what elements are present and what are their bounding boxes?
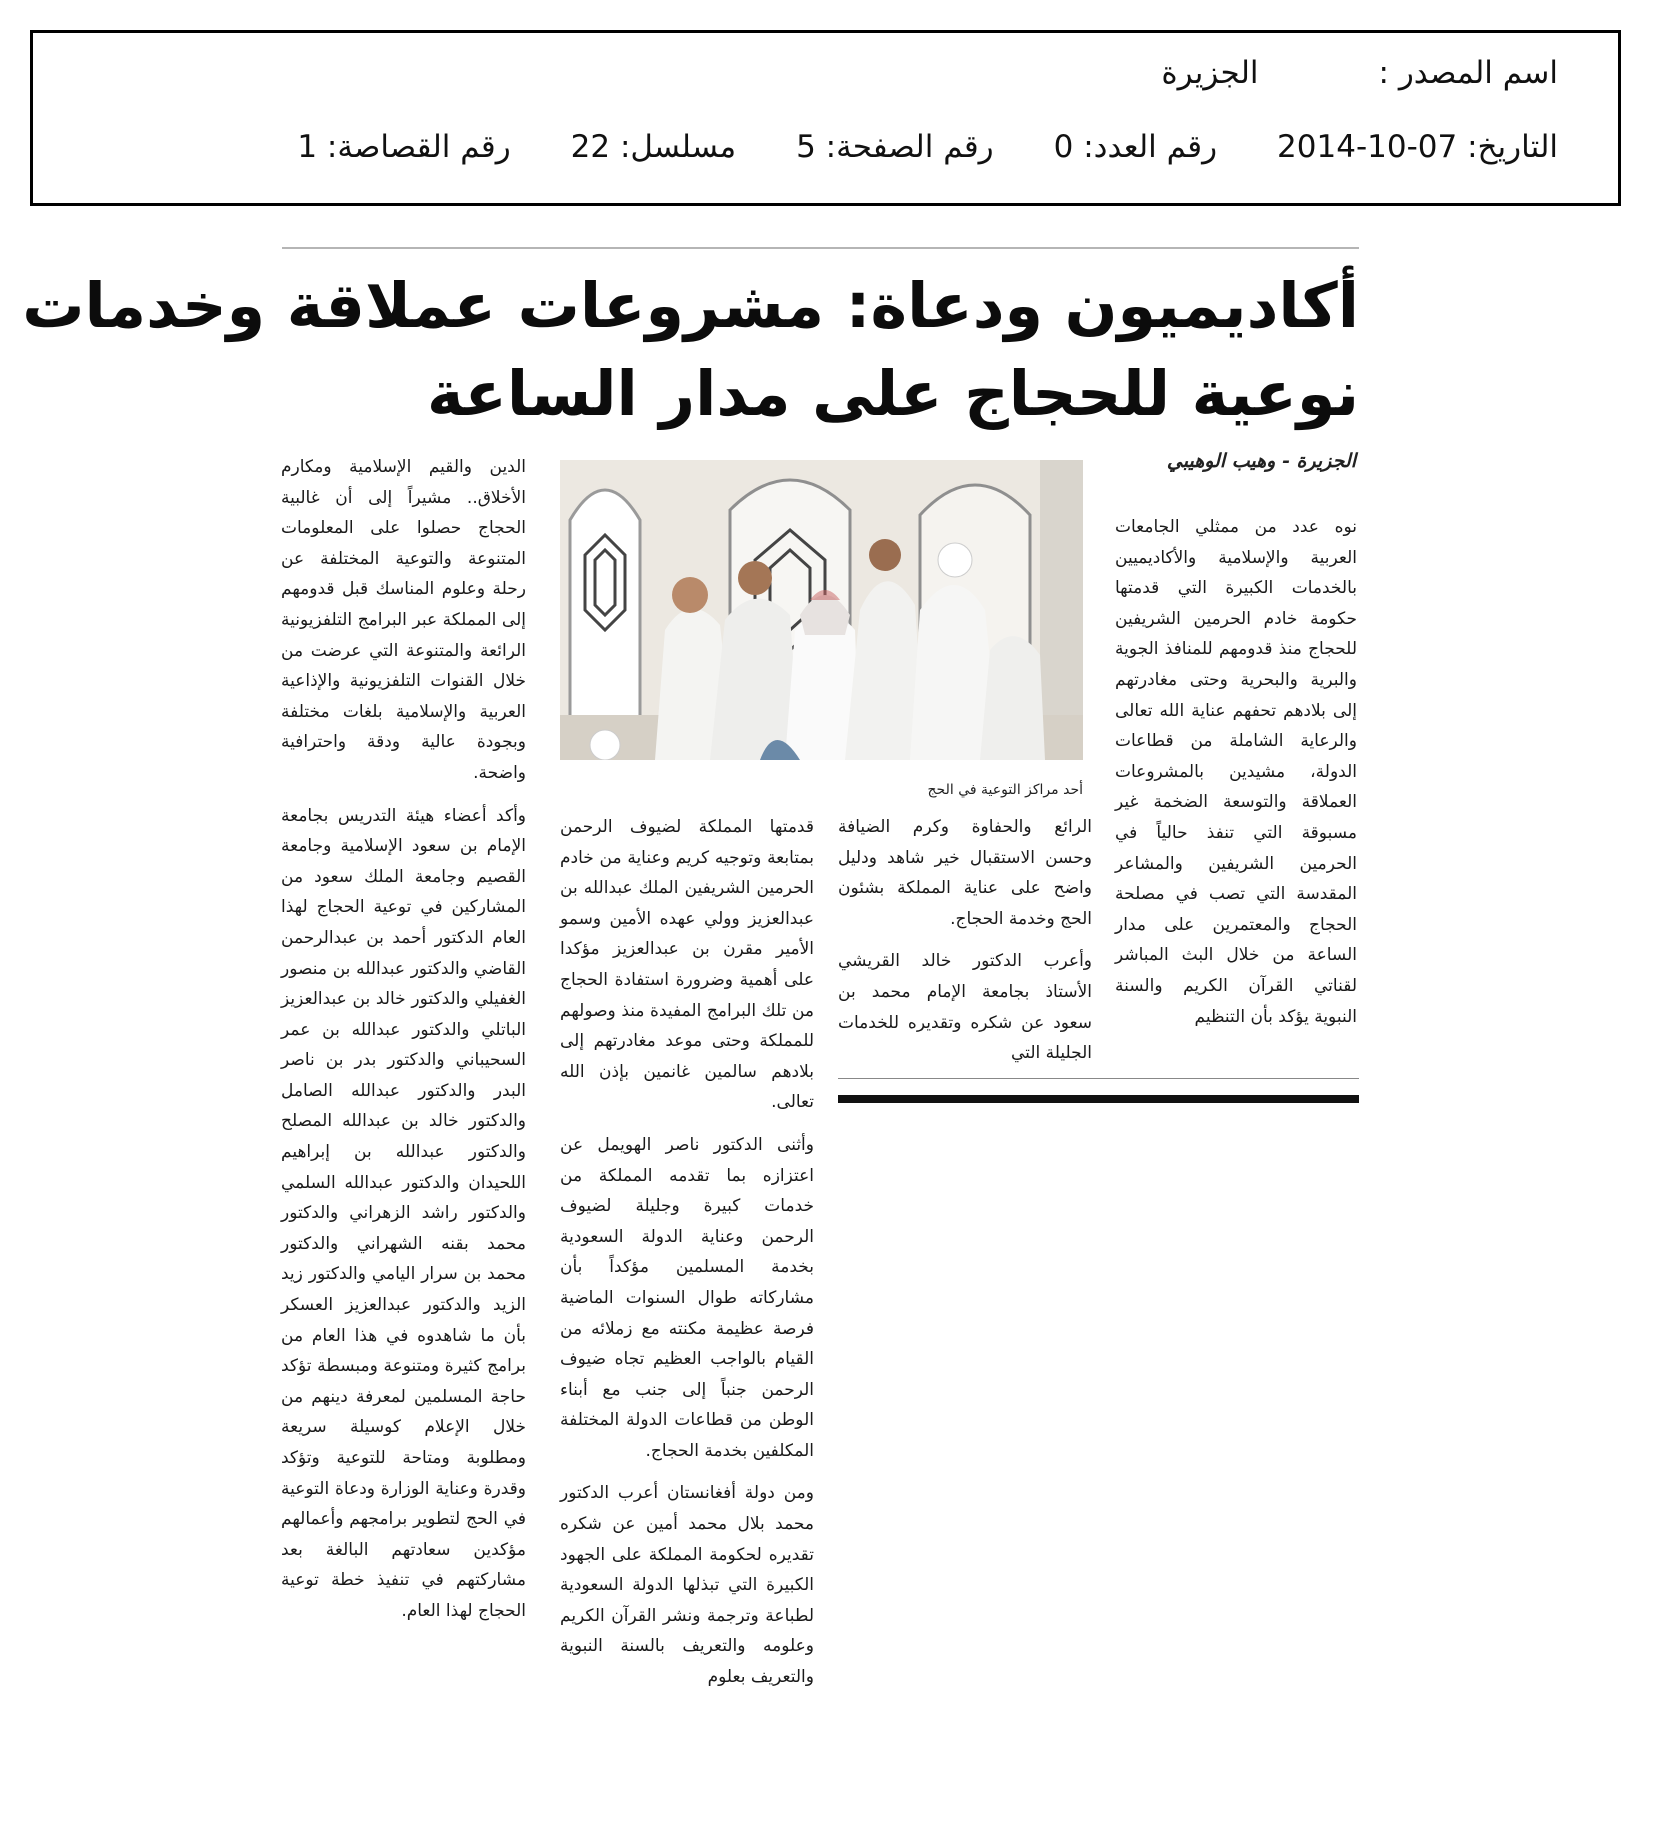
text-column-2 xyxy=(838,812,1092,1062)
details-line xyxy=(297,129,1558,165)
headline-line-2: نوعية للحجاج على مدار الساعة xyxy=(426,357,1359,430)
column-3-paragraph-3: ومن دولة أفغانستان أعرب الدكتور محمد بلال محمد أمين عن شكره تقديره لحكومة المملكة على الجهود الكبيرة التي تبذلها الدولة السعودية لطباعة وترجمة ونشر القرآن الكريم وعلومه والتعريف بالسنة النبوية والتعريف بعلوم xyxy=(560,1483,814,1688)
column-divider-thick xyxy=(838,1095,1359,1103)
column-4-paragraph-1: الدين والقيم الإسلامية ومكارم الأخلاق.. مشيراً إلى أن غالبية الحجاج حصلوا على المعلومات المتنوعة والتوعية المختلفة عن رحلة وعلوم المناسك قبل قدومهم إلى المملكة عبر البرامج التلفزيونية الرائعة والمتنوعة التي عرضت من خلال القنوات التلفزيونية والإذاعية العربية والإسلامية بلغات مختلفة وبجودة عالية ودقة واحترافية واضحة. xyxy=(281,457,526,783)
date-field: التاريخ: 07-10-2014 xyxy=(1277,129,1558,165)
text-column-4 xyxy=(281,452,526,1822)
issue-field: رقم العدد: 0 xyxy=(1053,129,1218,165)
column-1-paragraph: نوه عدد من ممثلي الجامعات العربية والإسلامية والأكاديميين بالخدمات الكبيرة التي قدمتها حكومة خادم الحرمين الشريفين للحجاج منذ قدومهم للمنافذ الجوية والبرية والبحرية وحتى مغادرتهم إلى بلادهم تحفهم عناية الله تعالى والرعاية الشاملة من قطاعات الدولة، مشيدين بالمشروعات العملاقة والتوسعة الضخمة غير مسبوقة التي تنفذ حالياً في الحرمين الشريفين والمشاعر المقدسة التي تصب في مصلحة الحجاج والمعتمرين على مدار الساعة من خلال البث المباشر لقناتي القرآن الكريم والسنة النبوية يؤكد بأن التنظيم xyxy=(1115,517,1357,1027)
column-divider-thin xyxy=(838,1078,1359,1079)
clipping-metadata-box xyxy=(30,30,1621,206)
page-field: رقم الصفحة: 5 xyxy=(796,129,994,165)
headline-line-1: أكاديميون ودعاة: مشروعات عملاقة وخدمات xyxy=(22,269,1359,342)
text-column-1 xyxy=(1115,512,1357,1062)
column-2-paragraph-2: وأعرب الدكتور خالد القريشي الأستاذ بجامعة الإمام محمد بن سعود عن شكره وتقديره للخدمات الجليلة التي xyxy=(838,951,1092,1064)
source-value: الجزيرة xyxy=(1161,55,1259,91)
article-byline: الجزيرة - وهيب الوهيبي xyxy=(1166,450,1356,472)
source-line xyxy=(1161,55,1558,91)
clip-number-field: رقم القصاصة: 1 xyxy=(297,129,511,165)
column-4-paragraph-2: وأكد أعضاء هيئة التدريس بجامعة الإمام بن سعود الإسلامية وجامعة القصيم وجامعة الملك سعود من المشاركين في توعية الحجاج لهذا العام الدكتور أحمد بن عبدالرحمن القاضي والدكتور عبدالله بن منصور الغفيلي والدكتور خالد بن عبدالعزيز الباتلي والدكتور عبدالله بن عمر السحيباني والدكتور بدر بن ناصر البدر والدكتور عبدالله الصامل والدكتور خالد بن عبدالله المصلح والدكتور عبدالله بن إبراهيم اللحيدان والدكتور عبدالله السلمي والدكتور راشد الزهراني والدكتور محمد بقنه الشهراني والدكتور محمد بن سرار اليامي والدكتور زيد الزيد والدكتور عبدالعزيز العسكر بأن ما شاهدوه في هذا العام من برامج كثيرة ومتنوعة ومبسطة تؤكد حاجة المسلمين لمعرفة دينهم من خلال الإعلام كوسيلة سريعة ومطلوبة ومتاحة للتوعية وتؤكد وقدرة وعناية الوزارة ودعاة التوعية في الحج لتطوير برامجهم وأعمالهم مؤكدين سعادتهم البالغة بعد مشاركتهم في تنفيذ خطة توعية الحجاج لهذا العام. xyxy=(281,805,526,1621)
article-photo xyxy=(560,460,1083,760)
photo-caption: أحد مراكز التوعية في الحج xyxy=(927,782,1083,798)
article-headline xyxy=(22,262,1359,438)
serial-field: مسلسل: 22 xyxy=(570,129,737,165)
source-label: اسم المصدر : xyxy=(1378,55,1558,91)
column-3-paragraph-1: قدمتها المملكة لضيوف الرحمن بمتابعة وتوجيه كريم وعناية من خادم الحرمين الشريفين الملك عبدالله بن عبدالعزيز وولي عهده الأمين وسمو الأمير مقرن بن عبدالعزيز مؤكدا على أهمية وضرورة استفادة الحجاج من تلك البرامج المفيدة منذ وصولهم للمملكة وحتى موعد مغادرتهم إلى بلادهم سالمين غانمين بإذن الله تعالى. xyxy=(560,817,814,1113)
text-column-3 xyxy=(560,812,814,1817)
top-divider xyxy=(282,247,1359,249)
column-3-paragraph-2: وأثنى الدكتور ناصر الهويمل عن اعتزازه بما تقدمه المملكة من خدمات كبيرة وجليلة لضيوف الرحمن وعناية الدولة السعودية بخدمة المسلمين مؤكداً بأن مشاركاته طوال السنوات الماضية فرصة عظيمة مكنته مع زملائه من القيام بالواجب العظيم تجاه ضيوف الرحمن جنباً إلى جنب مع أبناء الوطن من قطاعات الدولة المختلفة المكلفين بخدمة الحجاج. xyxy=(560,1134,814,1461)
column-2-paragraph-1: الرائع والحفاوة وكرم الضيافة وحسن الاستقبال خير شاهد ودليل واضح على عناية المملكة بشئون الحج وخدمة الحجاج. xyxy=(838,817,1092,929)
